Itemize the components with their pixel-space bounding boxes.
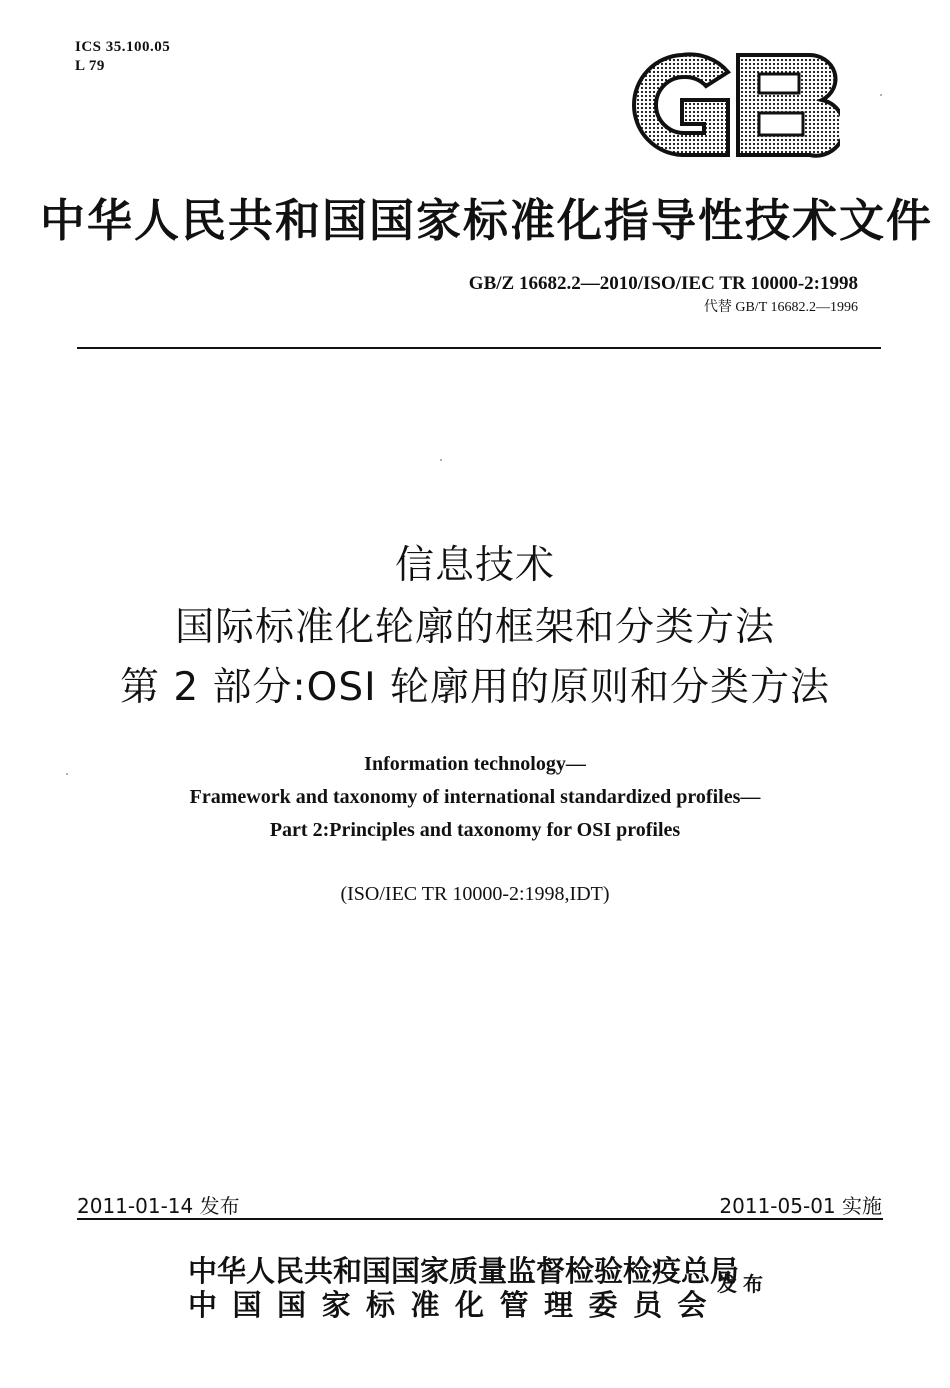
issuer-line-1: 中华人民共和国国家质量监督检验检疫总局 bbox=[188, 1254, 740, 1288]
issuer-line-2: 中国国家标准化管理委员会 bbox=[188, 1288, 723, 1322]
document-type-heading: 中华人民共和国国家标准化指导性技术文件 bbox=[40, 194, 934, 247]
cn-title-line-3: 第 2 部分:OSI 轮廓用的原则和分类方法 bbox=[119, 665, 831, 710]
scan-speck bbox=[440, 459, 442, 461]
implementation-date: 2011-05-01 实施 bbox=[719, 1194, 882, 1218]
cn-title-line-1: 信息技术 bbox=[394, 543, 555, 588]
ccs-code: L 79 bbox=[75, 58, 105, 74]
standard-number: GB/Z 16682.2—2010/ISO/IEC TR 10000-2:1998 bbox=[468, 273, 858, 294]
scan-speck bbox=[880, 94, 882, 96]
equivalence-note: (ISO/IEC TR 10000-2:1998,IDT) bbox=[340, 883, 610, 905]
cn-title-line-2: 国际标准化轮廓的框架和分类方法 bbox=[174, 605, 775, 650]
replaces-note: 代替 GB/T 16682.2—1996 bbox=[703, 300, 858, 315]
issue-date: 2011-01-14 发布 bbox=[77, 1194, 240, 1218]
gb-logo bbox=[632, 50, 840, 160]
en-title-line-2: Framework and taxonomy of international standardized profiles— bbox=[189, 786, 761, 808]
bottom-divider bbox=[77, 1218, 883, 1220]
publish-label: 发布 bbox=[717, 1272, 769, 1296]
top-divider bbox=[77, 347, 881, 349]
classification-codes bbox=[75, 38, 170, 76]
en-title-line-1: Information technology— bbox=[364, 753, 586, 775]
ics-code: ICS 35.100.05 bbox=[75, 39, 171, 55]
en-title-line-3: Part 2:Principles and taxonomy for OSI profiles bbox=[269, 819, 681, 841]
